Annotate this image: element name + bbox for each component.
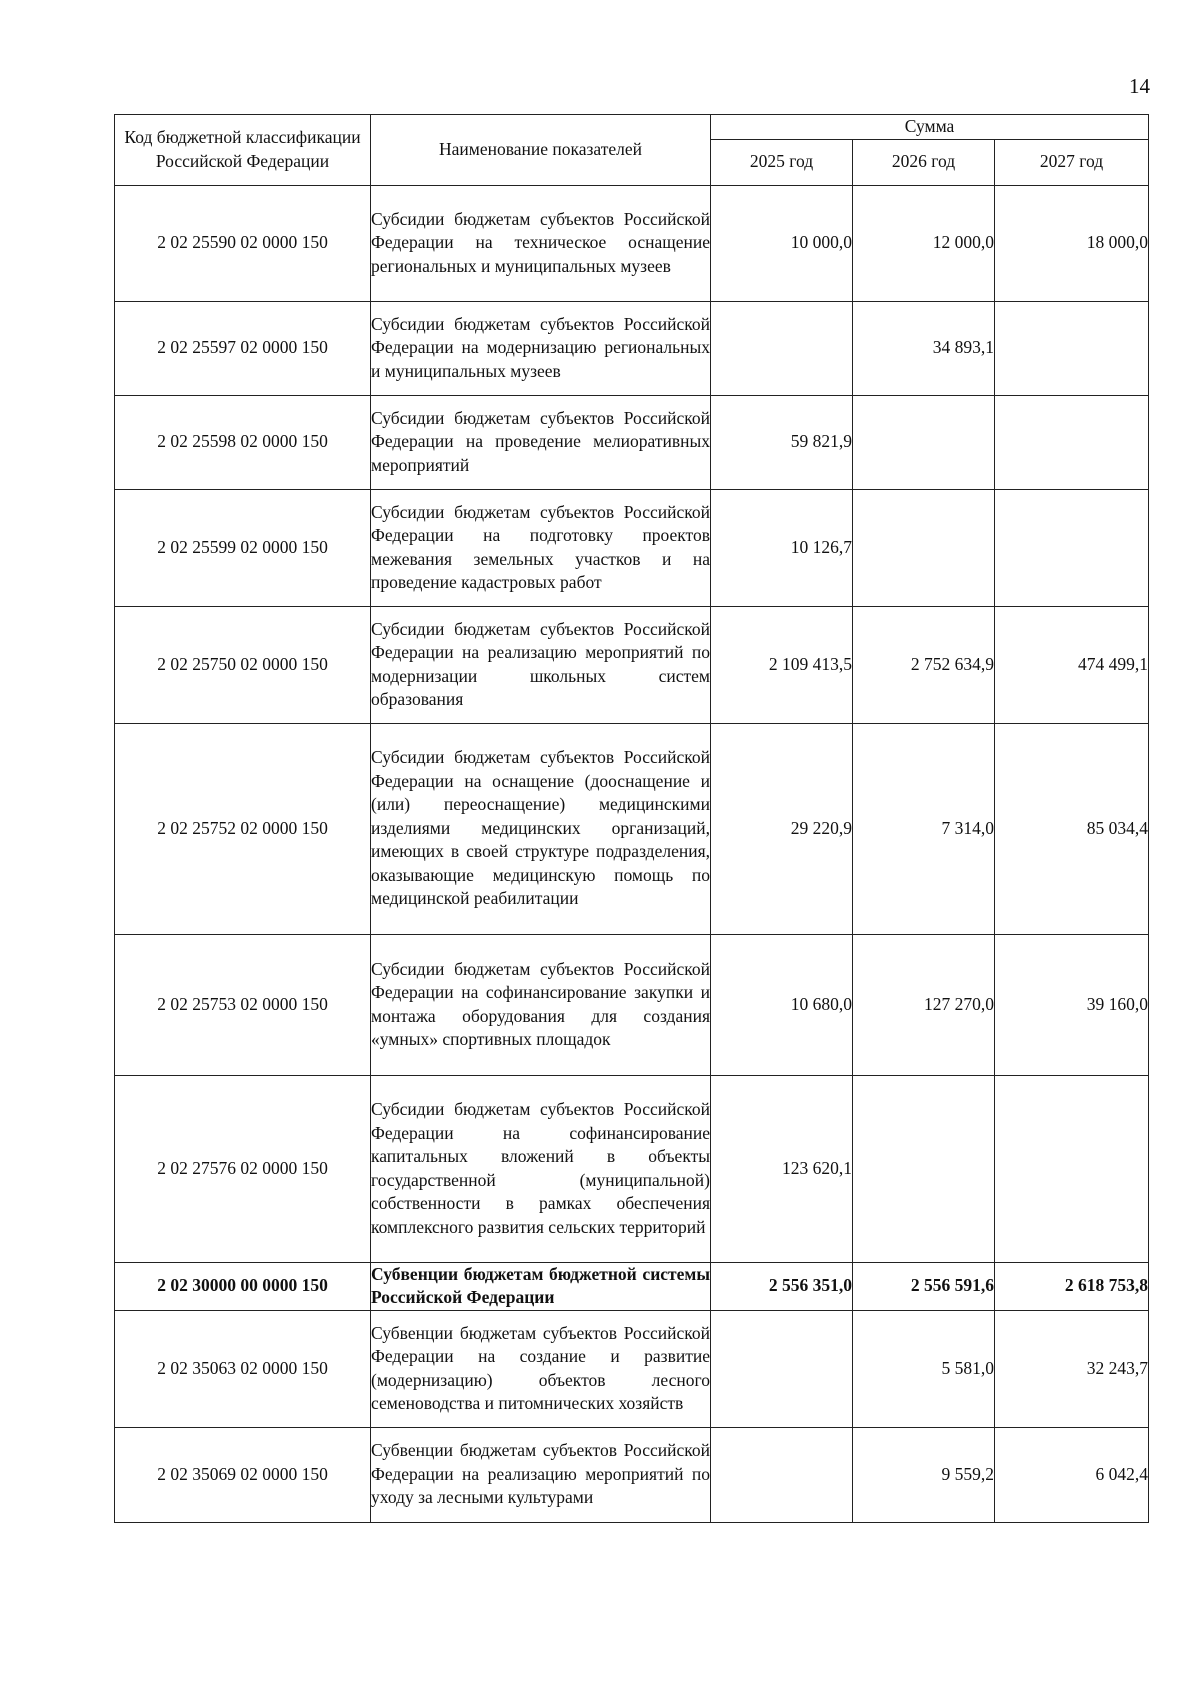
row-value-2025: 59 821,9 [711,395,853,489]
row-value-2027 [995,301,1149,395]
row-code: 2 02 25597 02 0000 150 [115,301,371,395]
row-value-2025: 10 000,0 [711,185,853,301]
row-name: Субсидии бюджетам субъектов Российской Федерации на подготовку проектов межевания земельных участков и на проведение кадастровых работ [371,489,711,606]
row-name: Субсидии бюджетам субъектов Российской Федерации на модернизацию региональных и муниципальных музеев [371,301,711,395]
row-value-2026: 2 752 634,9 [853,606,995,723]
row-value-2025 [711,1427,853,1522]
page-number: 14 [1129,74,1150,98]
row-value-2026 [853,489,995,606]
row-name: Субсидии бюджетам субъектов Российской Федерации на софинансирование капитальных вложений в объекты государственной (муниципальной) собственности в рамках обеспечения комплексного развития сельских территорий [371,1075,711,1262]
row-value-2027: 39 160,0 [995,934,1149,1075]
row-value-2027: 18 000,0 [995,185,1149,301]
table-row [115,1427,1149,1522]
row-name: Субсидии бюджетам субъектов Российской Федерации на софинансирование закупки и монтажа оборудования для создания «умных» спортивных площадок [371,934,711,1075]
header-year-2026: 2026 год [853,139,995,185]
row-value-2026 [853,395,995,489]
row-value-2027: 32 243,7 [995,1310,1149,1427]
row-code: 2 02 35063 02 0000 150 [115,1310,371,1427]
row-value-2026: 9 559,2 [853,1427,995,1522]
row-value-2027: 2 618 753,8 [995,1262,1149,1310]
row-name: Субвенции бюджетам бюджетной системы Российской Федерации [371,1262,711,1310]
row-code: 2 02 25590 02 0000 150 [115,185,371,301]
row-code: 2 02 25752 02 0000 150 [115,723,371,934]
table-row [115,489,1149,606]
row-value-2027: 6 042,4 [995,1427,1149,1522]
row-name: Субвенции бюджетам субъектов Российской Федерации на реализацию мероприятий по уходу за лесными культурами [371,1427,711,1522]
row-value-2025: 29 220,9 [711,723,853,934]
header-year-2027: 2027 год [995,139,1149,185]
header-name: Наименование показателей [371,115,711,186]
table-row [115,934,1149,1075]
row-code: 2 02 25598 02 0000 150 [115,395,371,489]
row-value-2025: 123 620,1 [711,1075,853,1262]
header-code: Код бюджетной классификации Российской Федерации [115,115,371,186]
row-code: 2 02 25753 02 0000 150 [115,934,371,1075]
table-row [115,1075,1149,1262]
header-year-2025: 2025 год [711,139,853,185]
row-code: 2 02 25599 02 0000 150 [115,489,371,606]
row-code: 2 02 25750 02 0000 150 [115,606,371,723]
row-name: Субсидии бюджетам субъектов Российской Федерации на техническое оснащение региональных и муниципальных музеев [371,185,711,301]
row-value-2025: 10 680,0 [711,934,853,1075]
table-row [115,185,1149,301]
row-code: 2 02 35069 02 0000 150 [115,1427,371,1522]
row-value-2025 [711,301,853,395]
row-value-2026: 127 270,0 [853,934,995,1075]
table-row [115,301,1149,395]
budget-table [114,114,1149,1523]
row-name: Субсидии бюджетам субъектов Российской Федерации на оснащение (дооснащение и (или) переоснащение) медицинскими изделиями медицинских организаций, имеющих в своей структуре подразделения, оказывающие медицинскую помощь по медицинской реабилитации [371,723,711,934]
row-value-2026: 12 000,0 [853,185,995,301]
row-value-2026: 2 556 591,6 [853,1262,995,1310]
row-value-2025: 10 126,7 [711,489,853,606]
header-sum: Сумма [711,115,1149,140]
row-code: 2 02 30000 00 0000 150 [115,1262,371,1310]
row-value-2026: 5 581,0 [853,1310,995,1427]
table-row [115,395,1149,489]
row-value-2026: 34 893,1 [853,301,995,395]
table-row [115,1310,1149,1427]
table-row [115,723,1149,934]
row-value-2027 [995,395,1149,489]
row-value-2025: 2 109 413,5 [711,606,853,723]
row-value-2027: 85 034,4 [995,723,1149,934]
row-code: 2 02 27576 02 0000 150 [115,1075,371,1262]
row-value-2027: 474 499,1 [995,606,1149,723]
table-row [115,606,1149,723]
row-value-2027 [995,1075,1149,1262]
row-value-2027 [995,489,1149,606]
row-name: Субсидии бюджетам субъектов Российской Федерации на реализацию мероприятий по модернизации школьных систем образования [371,606,711,723]
table-row-total [115,1262,1149,1310]
row-value-2026: 7 314,0 [853,723,995,934]
row-name: Субвенции бюджетам субъектов Российской Федерации на создание и развитие (модернизацию) объектов лесного семеноводства и питомнических хозяйств [371,1310,711,1427]
row-value-2026 [853,1075,995,1262]
row-value-2025: 2 556 351,0 [711,1262,853,1310]
row-name: Субсидии бюджетам субъектов Российской Федерации на проведение мелиоративных мероприятий [371,395,711,489]
row-value-2025 [711,1310,853,1427]
